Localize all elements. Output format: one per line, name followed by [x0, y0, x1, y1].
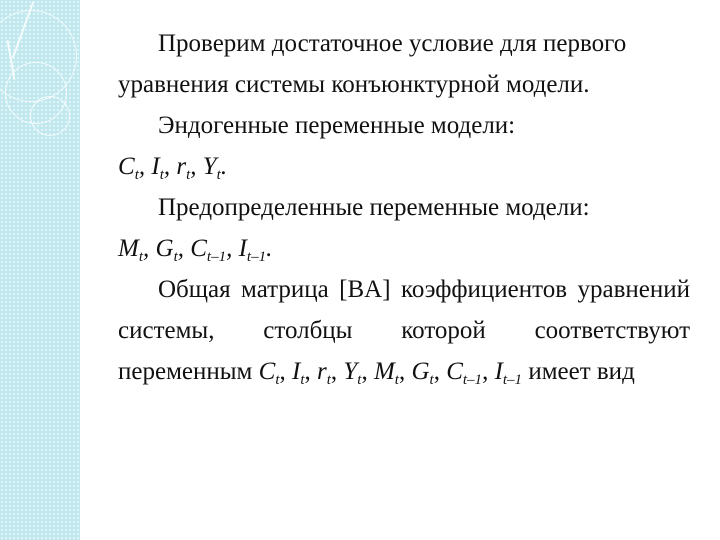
paragraph-matrix: Общая матрица [BA] коэффициентов уравнений системы, столбцы которой соответствуют переменным $C_t$, $I_t$, $r_t$, $Y_t$, $M_t$, $G_t$, $C_{t-1}$, $I_{t-1}$ имеет вид: [118, 276, 690, 388]
paragraph-intro: Проверим достаточное условие для первого уравнения системы конъюнктурной модели.: [118, 30, 627, 98]
predetermined-variables: $M_t$, $G_t$, $C_{t-1}$, $I_{t-1}$.: [118, 235, 273, 265]
paragraph-predetermined-label: Предопределенные переменные модели:: [158, 194, 590, 221]
decorative-ring: [30, 96, 70, 136]
paragraph-endogenous-label: Эндогенные переменные модели:: [158, 112, 516, 139]
slide-content: [118, 23, 690, 392]
decorative-side-strip: [0, 0, 80, 540]
endogenous-variables: $C_t$, $I_t$, $r_t$, $Y_t$.: [118, 153, 228, 183]
